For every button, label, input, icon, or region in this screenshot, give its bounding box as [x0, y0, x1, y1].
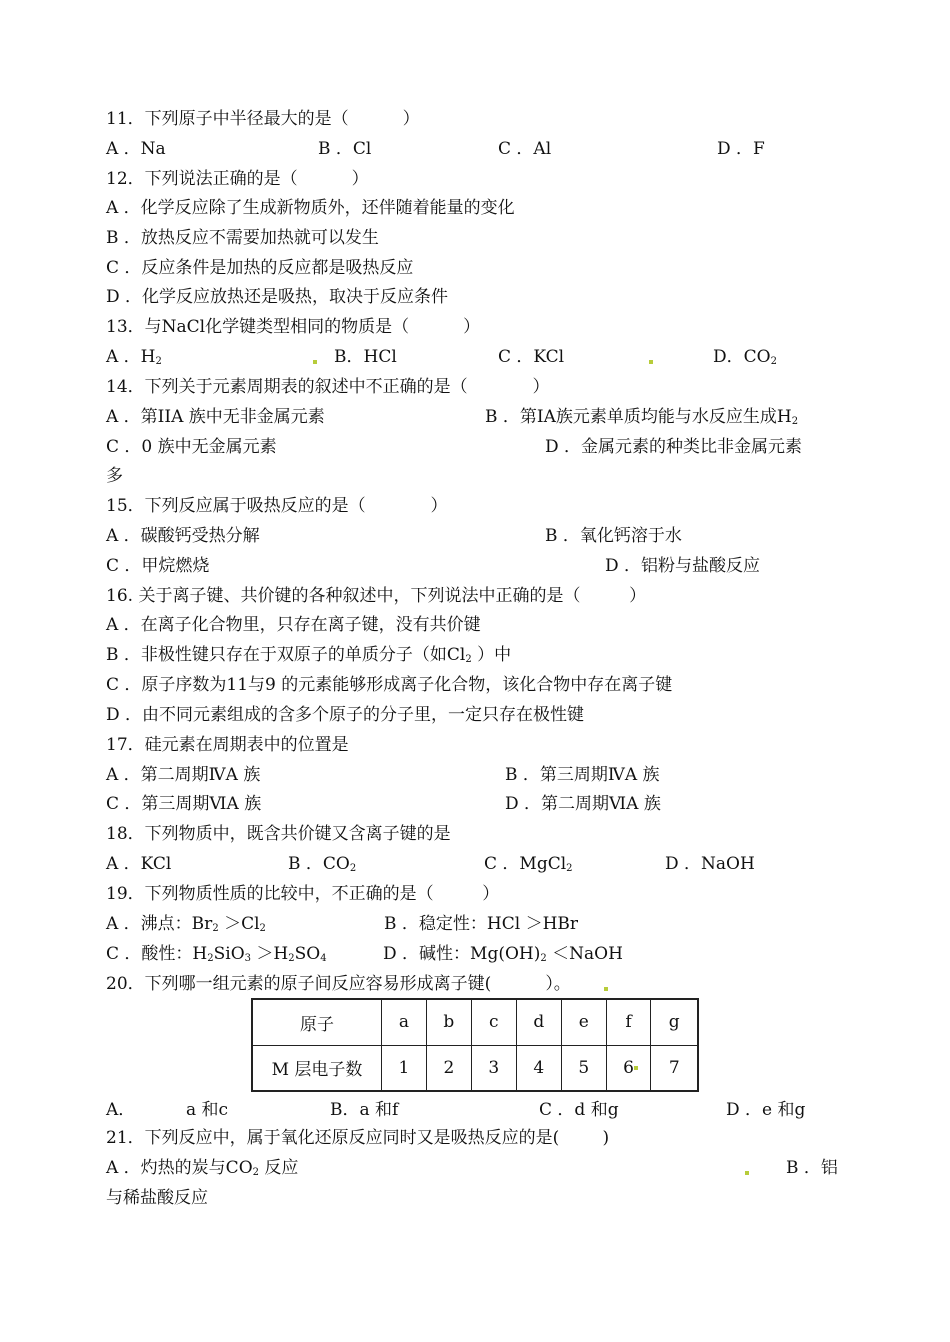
q19-option-c: C ．酸性：$H_2SiO_3 >H_2SO_4$	[106, 944, 327, 964]
marker-dot	[745, 1171, 749, 1175]
q16-option-d: D ．由不同元素组成的含多个原子的分子里，一定只存在极性键	[106, 705, 585, 725]
q11-option-d: D ．F	[717, 139, 765, 159]
table-cell: 1	[382, 1045, 427, 1091]
q18-stem: 18．下列物质中，既含共价键又含离子键的是	[106, 824, 451, 844]
q19-stem: 19．下列物质性质的比较中，不正确的是（ ）	[106, 884, 500, 904]
q13-option-b: B．HCl	[334, 347, 397, 367]
q14-option-d: D ．金属元素的种类比非金属元素	[545, 437, 803, 457]
q20-stem: 20．下列哪一组元素的原子间反应容易形成离子键( ）。	[106, 974, 571, 994]
q21-option-b-continued: 与稀盐酸反应	[106, 1188, 208, 1208]
marker-dot	[313, 360, 317, 364]
table-header-cell: d	[516, 999, 561, 1045]
table-header-cell: f	[606, 999, 651, 1045]
q13-option-a: A ．$H_2$	[106, 347, 162, 367]
q17-option-c: C ．第三周期ⅥA 族	[106, 794, 262, 814]
q17-option-a: A ．第二周期ⅣA 族	[106, 765, 261, 785]
q20-option-c: C ．d 和g	[539, 1100, 619, 1120]
table-cell: M 层电子数	[252, 1045, 382, 1091]
q21-option-a: A ．灼热的炭与$CO_2$ 反应	[106, 1158, 299, 1178]
q11-option-b: B ．Cl	[318, 139, 372, 159]
table-cell: 4	[516, 1045, 561, 1091]
q20-option-a-value: a 和c	[186, 1100, 229, 1120]
marker-dot	[604, 987, 608, 991]
table-header-cell: g	[651, 999, 698, 1045]
table-header-cell: 原子	[252, 999, 382, 1045]
table-cell: 5	[561, 1045, 606, 1091]
table-header-cell: c	[471, 999, 516, 1045]
q12-stem: 12．下列说法正确的是（ ）	[106, 169, 369, 189]
q21-option-b: B ．铝	[786, 1158, 838, 1178]
q15-option-d: D ．铝粉与盐酸反应	[605, 556, 761, 576]
q14-stem: 14．下列关于元素周期表的叙述中不正确的是（ ）	[106, 377, 550, 397]
q16-option-c: C ．原子序数为11与9 的元素能够形成离子化合物，该化合物中存在离子键	[106, 675, 673, 695]
table-cell: 7	[651, 1045, 698, 1091]
q14-option-a: A ．第IIA 族中无非金属元素	[106, 407, 325, 427]
q15-option-c: C ．甲烷燃烧	[106, 556, 210, 576]
marker-dot	[634, 1066, 638, 1070]
table-header-cell: b	[426, 999, 471, 1045]
table-row	[252, 999, 698, 1045]
q15-option-b: B ．氧化钙溶于水	[545, 526, 682, 546]
q19-option-d: D ．碱性：$Mg(OH)_2$ ＜NaOH	[383, 944, 623, 964]
q19-option-a: A ．沸点：$Br_2 >Cl_2$	[106, 914, 266, 934]
table-cell: 6	[606, 1045, 651, 1091]
q20-option-d: D ．e 和g	[726, 1100, 806, 1120]
q14-option-d-continued: 多	[106, 466, 123, 486]
q20-option-b: B．a 和f	[330, 1100, 399, 1120]
q15-option-a: A ．碳酸钙受热分解	[106, 526, 260, 546]
q14-option-b: B ．第IA族元素单质均能与水反应生成$H_2$	[485, 407, 799, 427]
q17-option-b: B ．第三周期ⅣA 族	[505, 765, 660, 785]
q16-stem: 16. 关于离子键、共价键的各种叙述中，下列说法中正确的是（ ）	[106, 586, 647, 606]
q21-stem: 21．下列反应中，属于氧化还原反应同时又是吸热反应的是( )	[106, 1128, 610, 1148]
q20-option-a: A．	[106, 1100, 136, 1120]
q11-option-c: C ．Al	[498, 139, 552, 159]
q18-option-c: C ．MgCl$_2$	[484, 854, 573, 874]
q18-option-b: B ．$CO_2$	[288, 854, 357, 874]
table-header-cell: a	[382, 999, 427, 1045]
q13-option-d: D．$CO_2$	[713, 347, 777, 367]
q16-option-b: B ．非极性键只存在于双原子的单质分子（如$Cl_2$ ）中	[106, 645, 512, 665]
q19-option-b: B ．稳定性：HCl ＞HBr	[384, 914, 579, 934]
q18-option-d: D ．NaOH	[665, 854, 755, 874]
table-header-cell: e	[561, 999, 606, 1045]
q12-option-b: B ．放热反应不需要加热就可以发生	[106, 228, 379, 248]
q13-stem: 13．与NaCl化学键类型相同的物质是（ ）	[106, 317, 481, 337]
electron-table	[251, 998, 699, 1092]
q11-option-a: A ．Na	[106, 139, 166, 159]
q12-option-a: A ．化学反应除了生成新物质外，还伴随着能量的变化	[106, 198, 515, 218]
q12-option-d: D ．化学反应放热还是吸热，取决于反应条件	[106, 287, 449, 307]
q16-option-a: A ．在离子化合物里，只存在离子键，没有共价键	[106, 615, 481, 635]
q12-option-c: C ．反应条件是加热的反应都是吸热反应	[106, 258, 414, 278]
q11-stem: 11．下列原子中半径最大的是（ ）	[106, 109, 420, 129]
table-row	[252, 1045, 698, 1091]
q13-option-c: C ．KCl	[498, 347, 565, 367]
q14-option-c: C ．0 族中无金属元素	[106, 437, 277, 457]
table-cell: 2	[426, 1045, 471, 1091]
q17-stem: 17．硅元素在周期表中的位置是	[106, 735, 349, 755]
q17-option-d: D ．第二周期ⅥA 族	[505, 794, 661, 814]
table-cell: 3	[471, 1045, 516, 1091]
q15-stem: 15．下列反应属于吸热反应的是（ ）	[106, 496, 448, 516]
marker-dot	[649, 360, 653, 364]
q18-option-a: A ．KCl	[106, 854, 172, 874]
